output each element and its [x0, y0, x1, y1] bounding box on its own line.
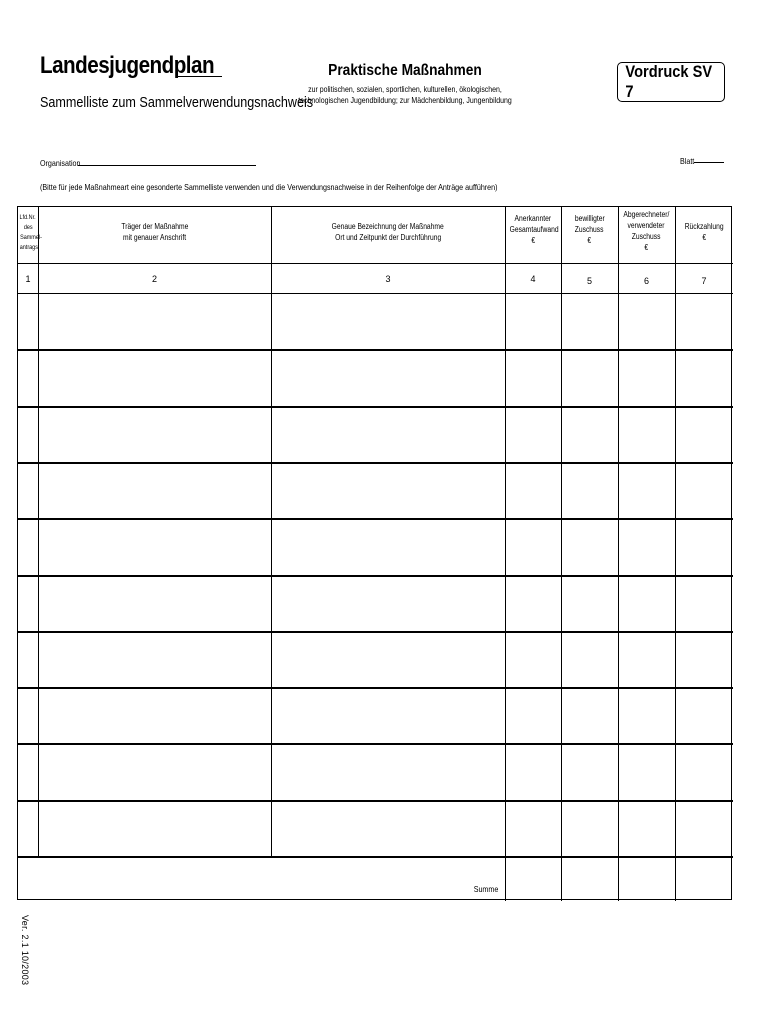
column-header-line: Träger der Maßnahme [121, 222, 188, 231]
measures-description-line1: zur politischen, sozialen, sportlichen, kulturellen, ökologischen, [308, 84, 502, 94]
column-header-7 [675, 221, 733, 243]
column-header-line: Anerkannter [514, 214, 552, 223]
column-header-line: € [531, 236, 535, 245]
column-number: 1 [25, 274, 31, 284]
column-header-line: Abgerechneter/ [623, 210, 670, 219]
title-blank-line [178, 76, 222, 77]
column-header-2 [38, 221, 271, 243]
column-number: 4 [530, 274, 536, 284]
row-divider [18, 631, 733, 633]
column-number-divider [18, 293, 733, 294]
column-header-line: des [23, 224, 33, 231]
instruction-note: (Bitte für jede Maßnahmeart eine gesonderte Sammelliste verwenden und die Verwendungsnachweise in der Reihenfolge der Anträge aufführen) [40, 182, 498, 192]
column-header-line: mit genauer Anschrift [122, 233, 187, 242]
column-header-line: Lfd.Nr. [19, 214, 37, 221]
version-label: Ver. 2.1 10/2003 [20, 915, 30, 986]
column-header-line: bewilligter [574, 214, 605, 223]
column-number: 3 [385, 274, 391, 284]
column-number: 2 [151, 274, 157, 284]
row-divider [18, 462, 733, 464]
column-number: 5 [586, 276, 592, 286]
column-header-line: verwendeter [628, 221, 665, 230]
row-divider [18, 575, 733, 577]
column-divider [618, 207, 619, 901]
row-divider [18, 743, 733, 745]
form-title: Landesjugendplan [40, 52, 215, 79]
column-header-line: Ort und Zeitpunkt der Durchführung [334, 233, 442, 242]
measures-title: Praktische Maßnahmen [328, 62, 482, 79]
column-header-line: Genaue Bezeichnung der Maßnahme [331, 222, 445, 231]
column-number: 6 [643, 276, 649, 286]
column-divider [38, 207, 39, 856]
column-header-line: antrags [19, 244, 38, 251]
column-header-line: Zuschuss [632, 232, 661, 241]
column-header-4 [505, 213, 561, 246]
form-number-box [617, 62, 725, 102]
column-divider [505, 207, 506, 901]
column-header-line: € [702, 233, 706, 242]
measures-description [294, 84, 515, 106]
sheet-label: Blatt [680, 156, 695, 166]
sheet-field[interactable] [694, 162, 724, 163]
column-header-3 [271, 221, 505, 243]
column-header-1 [18, 213, 42, 253]
form-subtitle: Sammelliste zum Sammelverwendungsnachweis [40, 94, 314, 111]
row-divider [18, 518, 733, 520]
header-divider [18, 263, 733, 264]
organisation-field[interactable] [78, 165, 256, 166]
measures-description-line2: technologischen Jugendbildung; zur Mädchenbildung, Jungenbildung [298, 95, 512, 105]
row-divider [18, 406, 733, 408]
column-header-line: Zuschuss [575, 225, 604, 234]
column-divider [271, 207, 272, 856]
row-divider [18, 687, 733, 689]
column-header-line: Rückzahlung [684, 222, 724, 231]
column-header-6 [618, 209, 675, 253]
collection-table [17, 206, 732, 900]
row-divider [18, 856, 733, 858]
column-header-5 [561, 213, 618, 246]
column-header-line: € [587, 236, 592, 245]
column-header-line: € [644, 243, 649, 252]
row-divider [18, 349, 733, 351]
column-number: 7 [701, 276, 707, 286]
column-divider [561, 207, 562, 901]
column-header-line: Sammel- [20, 234, 42, 241]
row-divider [18, 800, 733, 802]
form-number-label: Vordruck SV 7 [625, 62, 713, 101]
sum-label: Summe [473, 884, 498, 894]
column-divider [675, 207, 676, 901]
column-header-line: Gesamtaufwand [509, 225, 559, 234]
organisation-label: Organisation [40, 158, 81, 168]
